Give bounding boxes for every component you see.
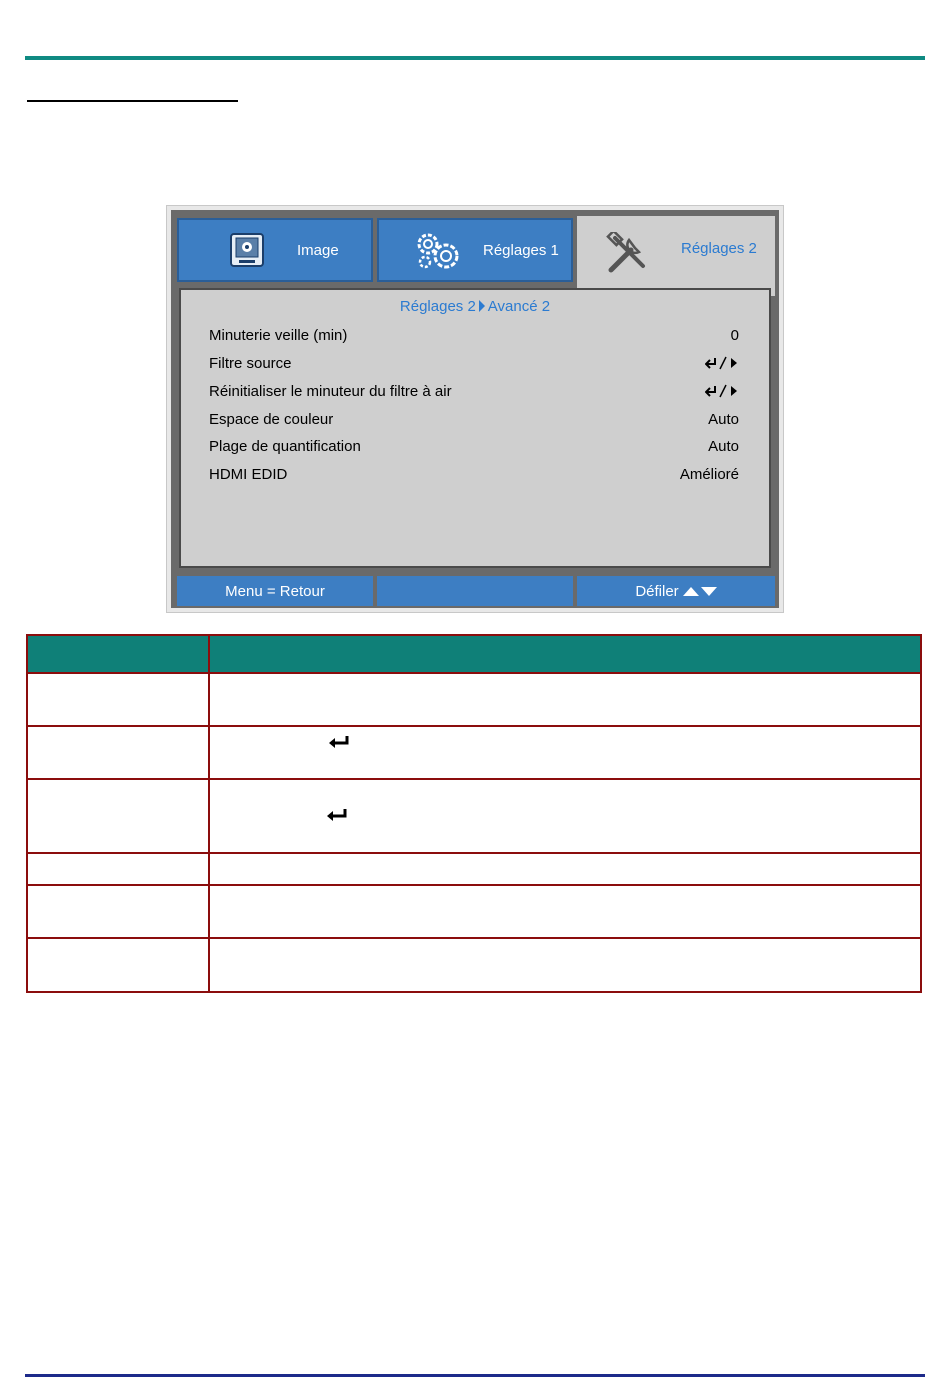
table-cell-description [210, 727, 920, 778]
description-table [26, 634, 922, 993]
menu-item-label: Espace de couleur [209, 410, 334, 428]
footer-back-label: Menu = Retour [225, 582, 325, 600]
section-heading-underline [27, 100, 238, 102]
tab-image[interactable] [177, 218, 373, 282]
menu-item-label: Filtre source [209, 354, 292, 372]
osd-menu [166, 205, 784, 613]
table-row [28, 674, 920, 727]
breadcrumb-arrow-icon [479, 300, 485, 312]
table-header-item [28, 636, 210, 672]
settings-panel [179, 288, 771, 568]
tab-image-label: Image [297, 241, 339, 259]
menu-item-color-space[interactable] [209, 408, 739, 430]
table-cell-item [28, 939, 210, 991]
arrow-up-icon [683, 587, 699, 596]
table-cell-item [28, 727, 210, 778]
table-cell-item [28, 674, 210, 725]
return-icon [326, 808, 348, 825]
menu-item-reset-filter-timer[interactable] [209, 380, 739, 402]
menu-item-label: HDMI EDID [209, 465, 288, 483]
tab-reglages-1[interactable] [377, 218, 573, 282]
return-icon [328, 735, 350, 752]
table-cell-item [28, 854, 210, 884]
breadcrumb-child: Avancé 2 [487, 298, 551, 315]
menu-item-hdmi-edid[interactable] [209, 463, 739, 485]
menu-item-value: 0 [730, 326, 739, 344]
footer-middle [377, 576, 573, 606]
table-header-row [28, 636, 920, 674]
tab-reglages-2[interactable] [577, 216, 775, 296]
menu-item-sleep-timer[interactable] [209, 324, 739, 346]
footer-back [177, 576, 373, 606]
menu-item-value: Auto [708, 437, 739, 455]
table-cell-description [210, 854, 920, 884]
breadcrumb-parent: Réglages 2 [399, 298, 476, 315]
menu-item-filter-source[interactable] [209, 352, 739, 374]
table-row [28, 939, 920, 991]
tab-reglages-2-label: Réglages 2 [681, 240, 757, 257]
header-rule [25, 56, 925, 60]
osd-frame [171, 210, 779, 608]
footer-rule [25, 1374, 925, 1377]
table-header-description [210, 636, 920, 672]
table-row [28, 780, 920, 854]
menu-item-quantization-range[interactable] [209, 435, 739, 457]
footer-scroll-label: Défiler [635, 582, 679, 600]
menu-item-label: Plage de quantification [209, 437, 361, 455]
enter-right-icon [705, 356, 739, 370]
table-cell-description [210, 780, 920, 852]
arrow-down-icon [701, 587, 717, 596]
image-icon [229, 232, 265, 272]
table-cell-description [210, 674, 920, 725]
enter-right-icon [705, 384, 739, 398]
table-row [28, 727, 920, 780]
tab-reglages-1-label: Réglages 1 [483, 241, 559, 259]
tools-icon [605, 232, 649, 280]
table-cell-description [210, 939, 920, 991]
table-row [28, 854, 920, 886]
menu-item-label: Réinitialiser le minuteur du filtre à air [209, 382, 452, 400]
gears-icon [415, 232, 463, 274]
table-row [28, 886, 920, 939]
table-cell-description [210, 886, 920, 937]
menu-item-value: Auto [708, 410, 739, 428]
breadcrumb [181, 298, 769, 315]
footer-scroll [577, 576, 775, 606]
table-cell-item [28, 886, 210, 937]
table-cell-item [28, 780, 210, 852]
menu-item-label: Minuterie veille (min) [209, 326, 348, 344]
menu-item-value: Amélioré [679, 465, 739, 483]
